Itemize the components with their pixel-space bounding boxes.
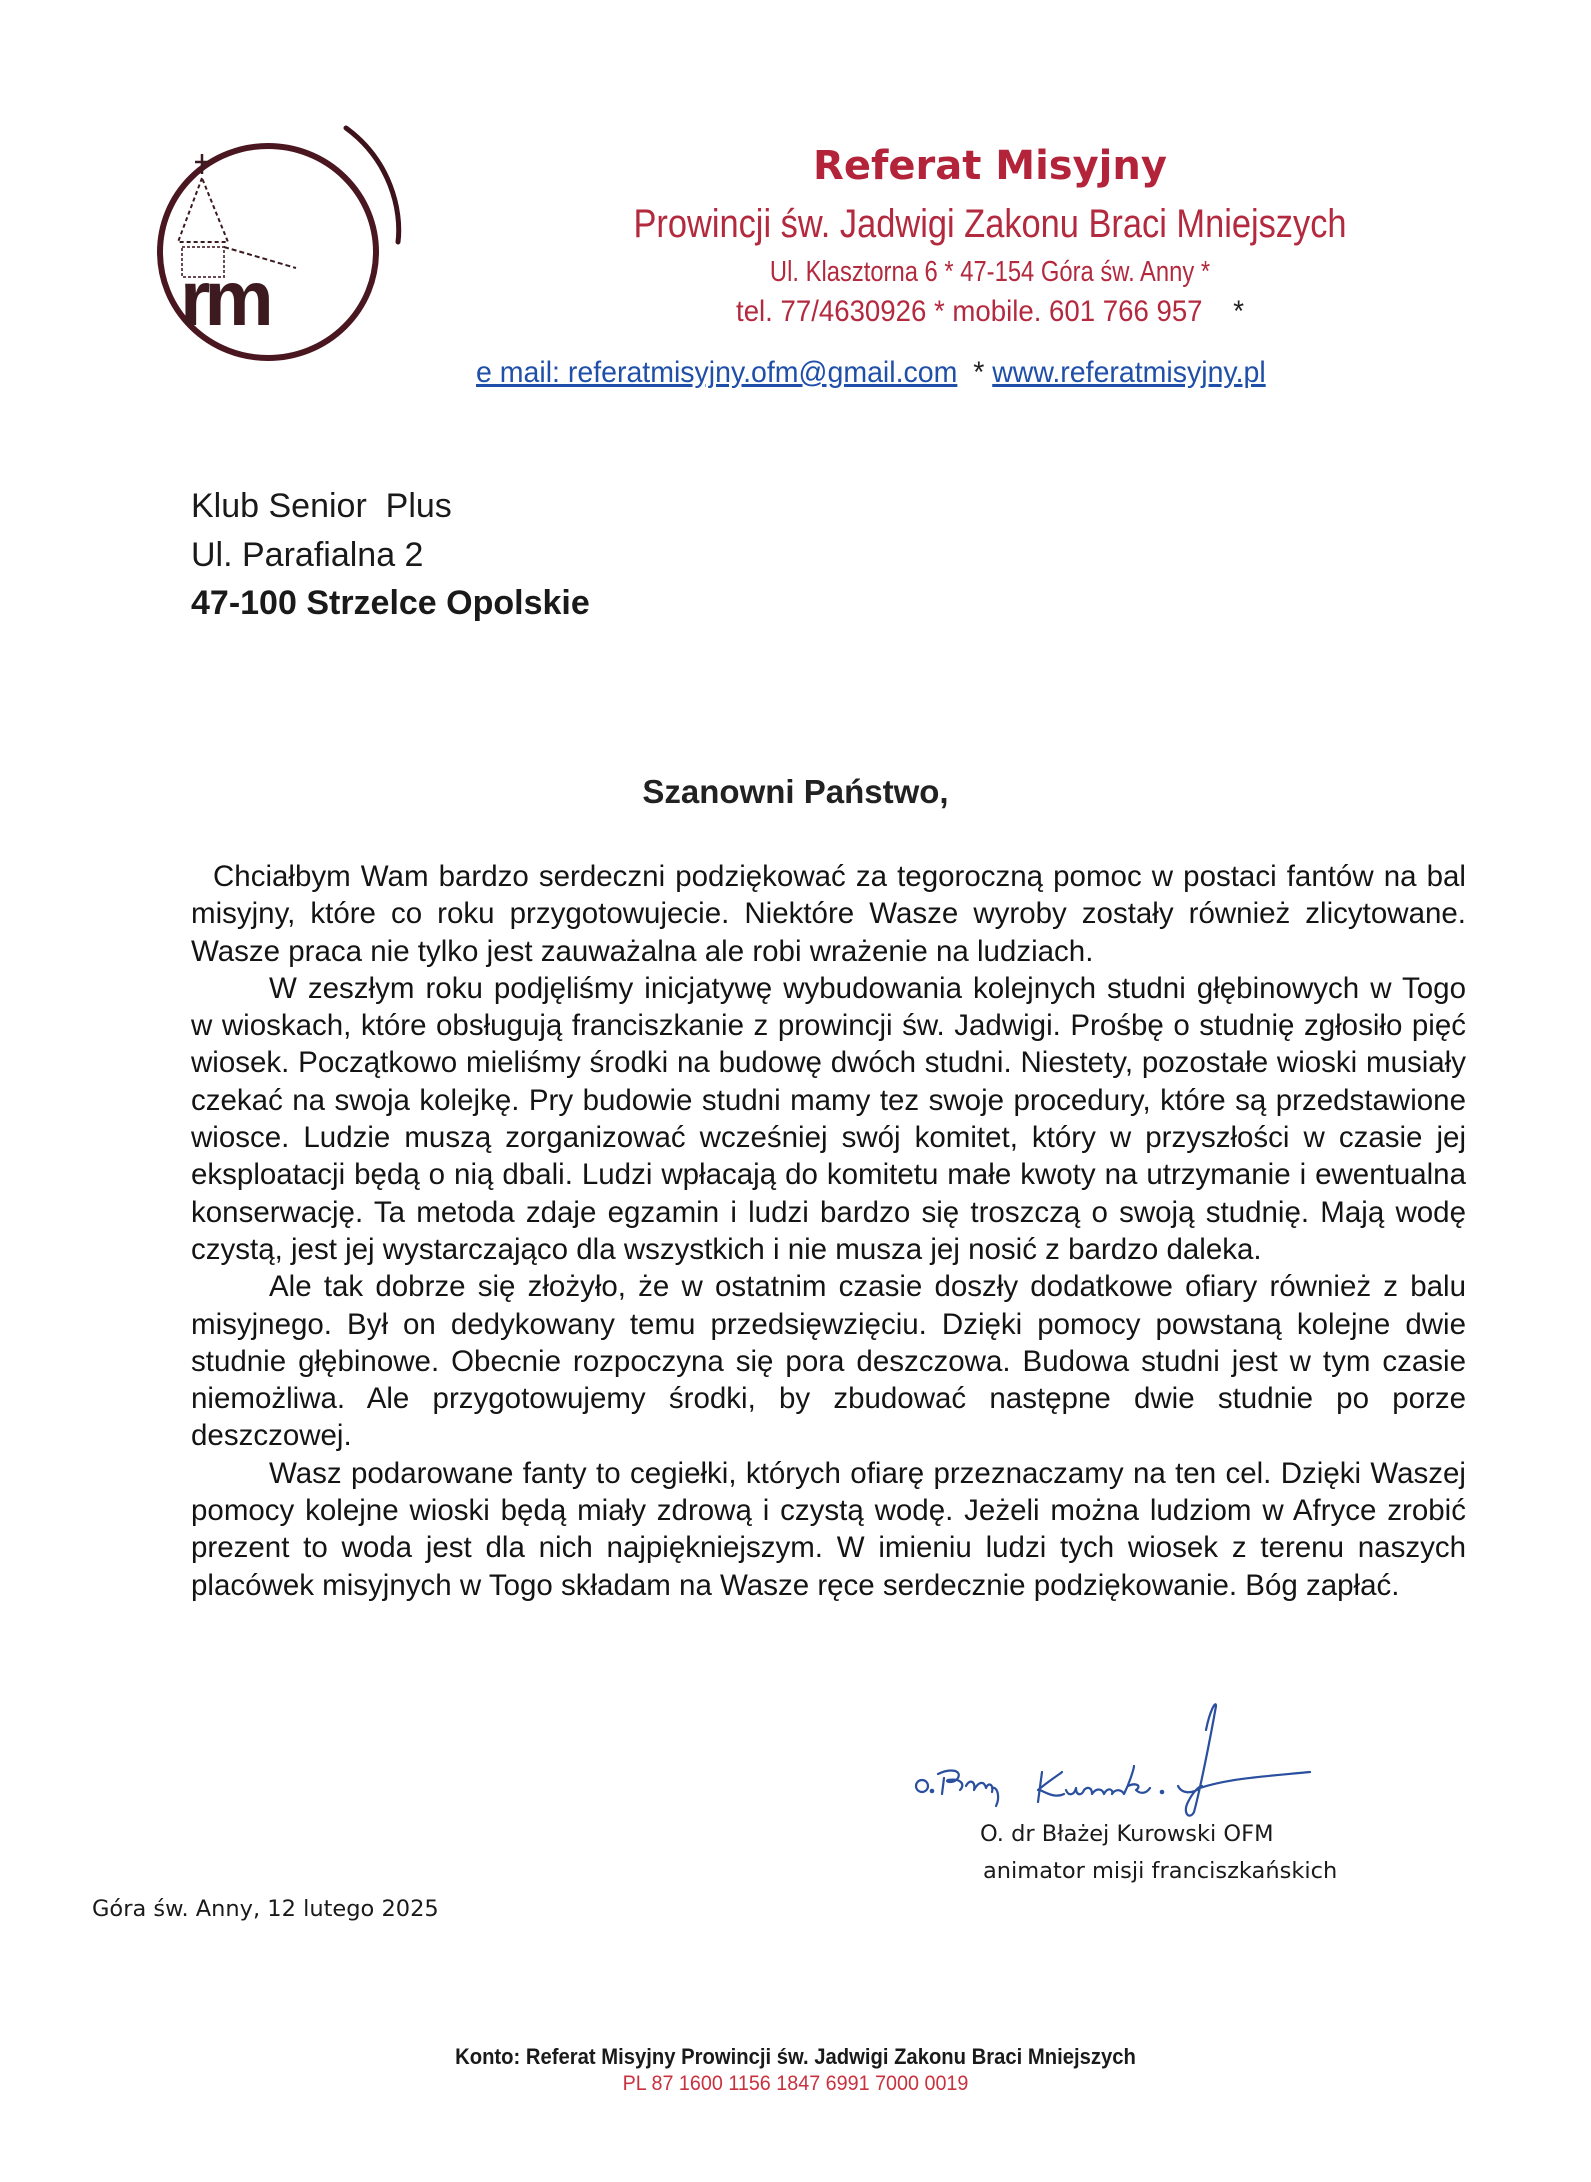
letter-body (191, 858, 1466, 1604)
recipient-city: 47-100 Strzelce Opolskie (191, 584, 590, 622)
signer-name: O. dr Błażej Kurowski OFM (980, 1821, 1274, 1847)
organization-phone (521, 295, 1459, 329)
phone-numbers: tel. 77/4630926 * mobile. 601 766 957 (736, 295, 1203, 328)
signer-block (980, 1816, 1337, 1890)
signature-scribble-icon (910, 1690, 1390, 1820)
body-paragraph: Wasz podarowane fanty to cegiełki, których ofiarę przeznaczamy na ten cel. Dzięki Waszej pomocy kolejne wioski będą miały zdrową i czystą wodę. Jeżeli można ludziom w Afryce zrobić prezent to woda jest dla nich najpiękniejszym. W imieniu ludzi tych wiosek z terenu naszych placówek misyjnych w Togo składam na Wasze ręce serdecznie podziękowanie. Bóg zapłać. (191, 1456, 1466, 1602)
body-paragraph: Chciałbym Wam bardzo serdeczni podziękować za tegoroczną pomoc w postaci fantów na bal misyjny, które co roku przygotowujecie. Niektóre Wasze wyroby zostały również zlicytowane. Wasze praca nie tylko jest zauważalna ale robi wrażenie na ludziach. (191, 860, 1466, 968)
email-link[interactable]: e mail: referatmisyjny.ofm@gmail.com (476, 356, 958, 389)
body-paragraph: Ale tak dobrze się złożyło, że w ostatnim czasie doszły dodatkowe ofiary również z balu misyjnego. Był on dedykowany temu przedsięwzięciu. Dzięki pomocy powstaną kolejne dwie studnie głębinowe. Obecnie rozpoczyna się pora deszczowa. Budowa studni jest w tym czasie niemożliwa. Ale przygotowujemy środki, by zbudować następne dwie studnie po porze deszczowej. (191, 1270, 1466, 1453)
contact-links (476, 356, 1426, 390)
body-paragraph: W zeszłym roku podjęliśmy inicjatywę wybudowania kolejnych studni głębinowych w Togo w wioskach, które obsługują franciszkanie z prowincji św. Jadwigi. Prośbę o studnię zgłosiło pięć wiosek. Początkowo mieliśmy środki na budowę dwóch studni. Niestety, pozostałe wioski musiały czekać na swoja kolejkę. Pry budowie studni mamy tez swoje procedury, które są przedstawione wiosce. Ludzie muszą zorganizować wcześniej swój komitet, który w przyszłości w czasie jej eksploatacji będą o nią dbali. Ludzi wpłacają do komitetu małe kwoty na utrzymanie i ewentualna konserwację. Ta metoda zdaje egzamin i ludzi bardzo się troszczą o swoją studnię. Mają wodę czystą, jest jej wystarczająco dla wszystkich i nie musza jej nosić z bardzo daleka. (191, 971, 1466, 1266)
organization-address: Ul. Klasztorna 6 * 47-154 Góra św. Anny * (769, 256, 1211, 288)
handwritten-signature (910, 1690, 1390, 1820)
church-with-cross-icon (140, 110, 420, 370)
website-link[interactable]: www.referatmisyjny.pl (992, 356, 1266, 389)
bank-account-label: Konto: Referat Misyjny Prowincji św. Jadwigi Zakonu Braci Mniejszych (455, 2044, 1136, 2069)
organization-title: Referat Misyjny (813, 143, 1167, 189)
recipient-street: Ul. Parafialna 2 (191, 536, 424, 574)
recipient-name: Klub Senior Plus (191, 487, 452, 525)
phone-trailing-star: * (1233, 295, 1244, 328)
signer-role: animator misji franciszkańskich (983, 1858, 1338, 1884)
organization-subtitle: Prowincji św. Jadwigi Zakonu Braci Mniejszych (633, 202, 1347, 246)
organization-logo (140, 110, 420, 370)
bank-account-iban: PL 87 1600 1156 1847 6991 7000 0019 (622, 2072, 969, 2095)
link-separator: * (973, 356, 985, 389)
place-and-date: Góra św. Anny, 12 lutego 2025 (92, 1896, 439, 1922)
logo-rm-text: rm (180, 254, 268, 342)
salutation: Szanowni Państwo, (642, 773, 949, 810)
